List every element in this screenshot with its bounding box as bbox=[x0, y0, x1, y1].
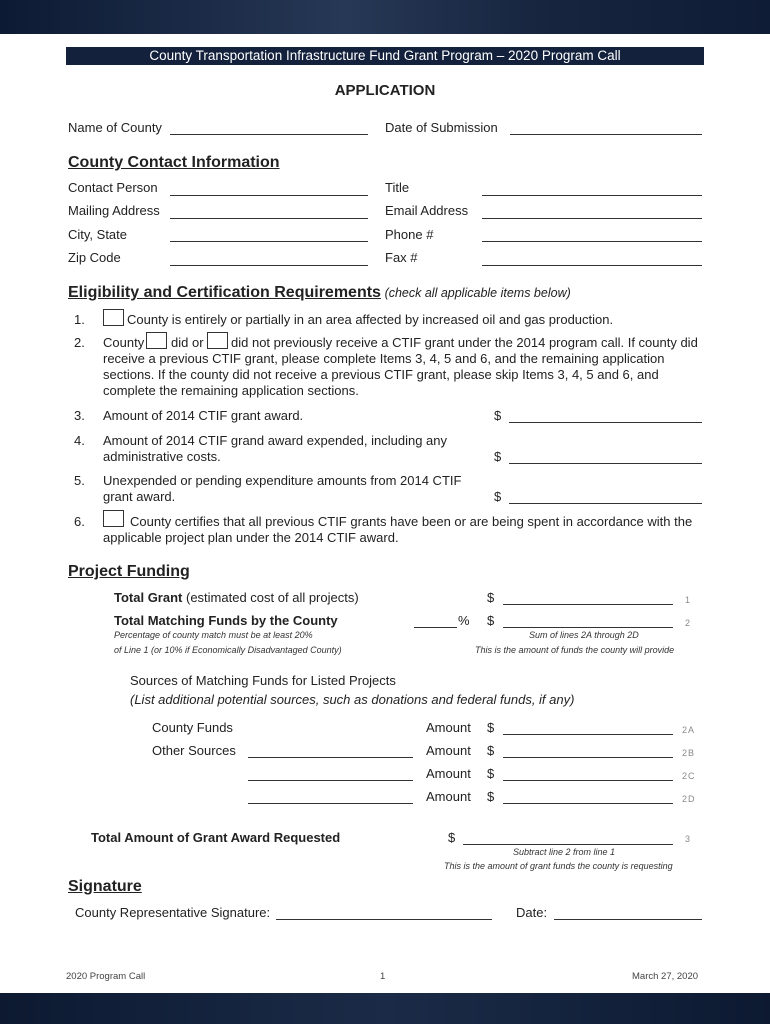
line-3-number: 3 bbox=[685, 834, 692, 844]
item-1-checkbox[interactable] bbox=[103, 309, 124, 326]
name-of-county-field[interactable] bbox=[170, 134, 368, 135]
pct-note-2: of Line 1 (or 10% if Economically Disadvantaged County) bbox=[114, 645, 342, 655]
zip-code-label: Zip Code bbox=[68, 250, 121, 265]
requesting-note: This is the amount of grant funds the county is requesting bbox=[444, 861, 673, 871]
amount-2b-field[interactable] bbox=[503, 757, 673, 758]
sum-note-1: Sum of lines 2A through 2D bbox=[529, 630, 639, 640]
item-1-number: 1. bbox=[74, 312, 85, 327]
line-2c-number: 2C bbox=[682, 771, 696, 781]
phone-field[interactable] bbox=[482, 241, 702, 242]
line-2-number: 2 bbox=[685, 618, 692, 628]
amount-2a-field[interactable] bbox=[503, 734, 673, 735]
fax-field[interactable] bbox=[482, 265, 702, 266]
eligibility-heading: Eligibility and Certification Requirements bbox=[68, 284, 381, 301]
source-2c-field[interactable] bbox=[248, 780, 413, 781]
line-2d-number: 2D bbox=[682, 794, 696, 804]
dollar-2b: $ bbox=[487, 743, 495, 758]
subtract-note: Subtract line 2 from line 1 bbox=[513, 847, 616, 857]
header-image-band bbox=[0, 0, 770, 34]
sum-note-2: This is the amount of funds the county will provide bbox=[475, 645, 675, 655]
program-banner: County Transportation Infrastructure Fund Grant Program – 2020 Program Call bbox=[66, 47, 704, 65]
sources-note: (List additional potential sources, such as donations and federal funds, if any) bbox=[130, 692, 575, 707]
footer-image-band bbox=[0, 993, 770, 1024]
dollar-2a: $ bbox=[487, 720, 495, 735]
other-sources-label: Other Sources bbox=[152, 743, 236, 758]
page-title: APPLICATION bbox=[334, 82, 436, 99]
city-state-field[interactable] bbox=[170, 241, 368, 242]
funding-heading: Project Funding bbox=[68, 563, 190, 580]
total-matching-label: Total Matching Funds by the County bbox=[114, 613, 338, 628]
mailing-address-label: Mailing Address bbox=[68, 203, 160, 218]
item-2-number: 2. bbox=[74, 335, 85, 350]
item-2-county-label: County bbox=[103, 335, 145, 350]
amount-2c-field[interactable] bbox=[503, 780, 673, 781]
item-5-amount-field[interactable] bbox=[509, 503, 702, 504]
zip-code-field[interactable] bbox=[170, 265, 368, 266]
amount-2b-label: Amount bbox=[426, 743, 471, 758]
footer-page-number: 1 bbox=[380, 971, 386, 982]
name-of-county-label: Name of County bbox=[68, 120, 162, 135]
sources-heading: Sources of Matching Funds for Listed Projects bbox=[130, 673, 396, 688]
eligibility-note: (check all applicable items below) bbox=[384, 286, 571, 300]
item-2-did-or-label: did or bbox=[171, 335, 204, 350]
percent-sign: % bbox=[458, 613, 470, 628]
signature-heading: Signature bbox=[68, 878, 142, 895]
email-address-field[interactable] bbox=[482, 218, 702, 219]
title-label: Title bbox=[385, 180, 410, 195]
item-4-text: Amount of 2014 CTIF grand award expended, including any administrative costs. bbox=[103, 433, 447, 464]
item-3-number: 3. bbox=[74, 408, 85, 423]
signature-date-label: Date: bbox=[516, 905, 548, 920]
match-percent-field[interactable] bbox=[414, 627, 457, 628]
dollar-3: $ bbox=[448, 830, 456, 845]
mailing-address-field[interactable] bbox=[170, 218, 368, 219]
item-5-number: 5. bbox=[74, 473, 85, 488]
rep-signature-label: County Representative Signature: bbox=[75, 905, 271, 920]
total-grant-bold: Total Grant bbox=[114, 590, 183, 605]
amount-2d-field[interactable] bbox=[503, 803, 673, 804]
contact-person-label: Contact Person bbox=[68, 180, 158, 195]
item-3-amount-field[interactable] bbox=[509, 422, 702, 423]
rep-signature-field[interactable] bbox=[276, 919, 492, 920]
phone-label: Phone # bbox=[385, 227, 434, 242]
county-funds-label: County Funds bbox=[152, 720, 233, 735]
amount-2a-label: Amount bbox=[426, 720, 471, 735]
source-2d-field[interactable] bbox=[248, 803, 413, 804]
total-requested-label: Total Amount of Grant Award Requested bbox=[91, 830, 341, 845]
item-5-dollar: $ bbox=[494, 489, 502, 504]
date-of-submission-label: Date of Submission bbox=[385, 120, 498, 135]
item-6-text: County certifies that all previous CTIF grants have been or are being spent in accordance with the applicable project plan under the 2014 CTIF award. bbox=[103, 514, 693, 545]
amount-2c-label: Amount bbox=[426, 766, 471, 781]
contact-heading: County Contact Information bbox=[68, 154, 280, 171]
source-2b-field[interactable] bbox=[248, 757, 413, 758]
item-4-dollar: $ bbox=[494, 449, 502, 464]
title-field[interactable] bbox=[482, 195, 702, 196]
footer-left: 2020 Program Call bbox=[66, 971, 146, 982]
item-3-text: Amount of 2014 CTIF grant award. bbox=[103, 408, 304, 423]
contact-person-field[interactable] bbox=[170, 195, 368, 196]
total-grant-desc: (estimated cost of all projects) bbox=[186, 590, 359, 605]
item-6-number: 6. bbox=[74, 514, 85, 529]
dollar-2c: $ bbox=[487, 766, 495, 781]
date-of-submission-field[interactable] bbox=[510, 134, 702, 135]
line-2a-number: 2A bbox=[682, 725, 696, 735]
item-2-text: did not previously receive a CTIF grant under the 2014 program call. If county did receive a previous CTIF grant, please complete Items 3, 4, 5 and 6, and the remaining application sections. If the county did not receive a previous CTIF grant, please skip Items 3, 4, 5 and 6, and complete the remaining application sections. bbox=[103, 335, 698, 398]
item-5-text: Unexpended or pending expenditure amounts from 2014 CTIF grant award. bbox=[103, 473, 462, 504]
fax-label: Fax # bbox=[385, 250, 418, 265]
total-grant-label bbox=[114, 590, 359, 605]
footer-date: March 27, 2020 bbox=[632, 971, 699, 982]
city-state-label: City, State bbox=[68, 227, 128, 242]
item-4-number: 4. bbox=[74, 433, 85, 448]
total-matching-field[interactable] bbox=[503, 627, 673, 628]
total-grant-field[interactable] bbox=[503, 604, 673, 605]
signature-date-field[interactable] bbox=[554, 919, 702, 920]
line-2-dollar: $ bbox=[487, 613, 495, 628]
email-address-label: Email Address bbox=[385, 203, 469, 218]
amount-2d-label: Amount bbox=[426, 789, 471, 804]
line-1-number: 1 bbox=[685, 595, 692, 605]
dollar-2d: $ bbox=[487, 789, 495, 804]
item-4-amount-field[interactable] bbox=[509, 463, 702, 464]
total-requested-field[interactable] bbox=[463, 844, 673, 845]
line-2b-number: 2B bbox=[682, 748, 696, 758]
item-3-dollar: $ bbox=[494, 408, 502, 423]
pct-note-1: Percentage of county match must be at least 20% bbox=[114, 630, 313, 640]
line-1-dollar: $ bbox=[487, 590, 495, 605]
item-1-text: County is entirely or partially in an area affected by increased oil and gas production. bbox=[127, 312, 614, 327]
eligibility-heading-row bbox=[68, 284, 571, 302]
